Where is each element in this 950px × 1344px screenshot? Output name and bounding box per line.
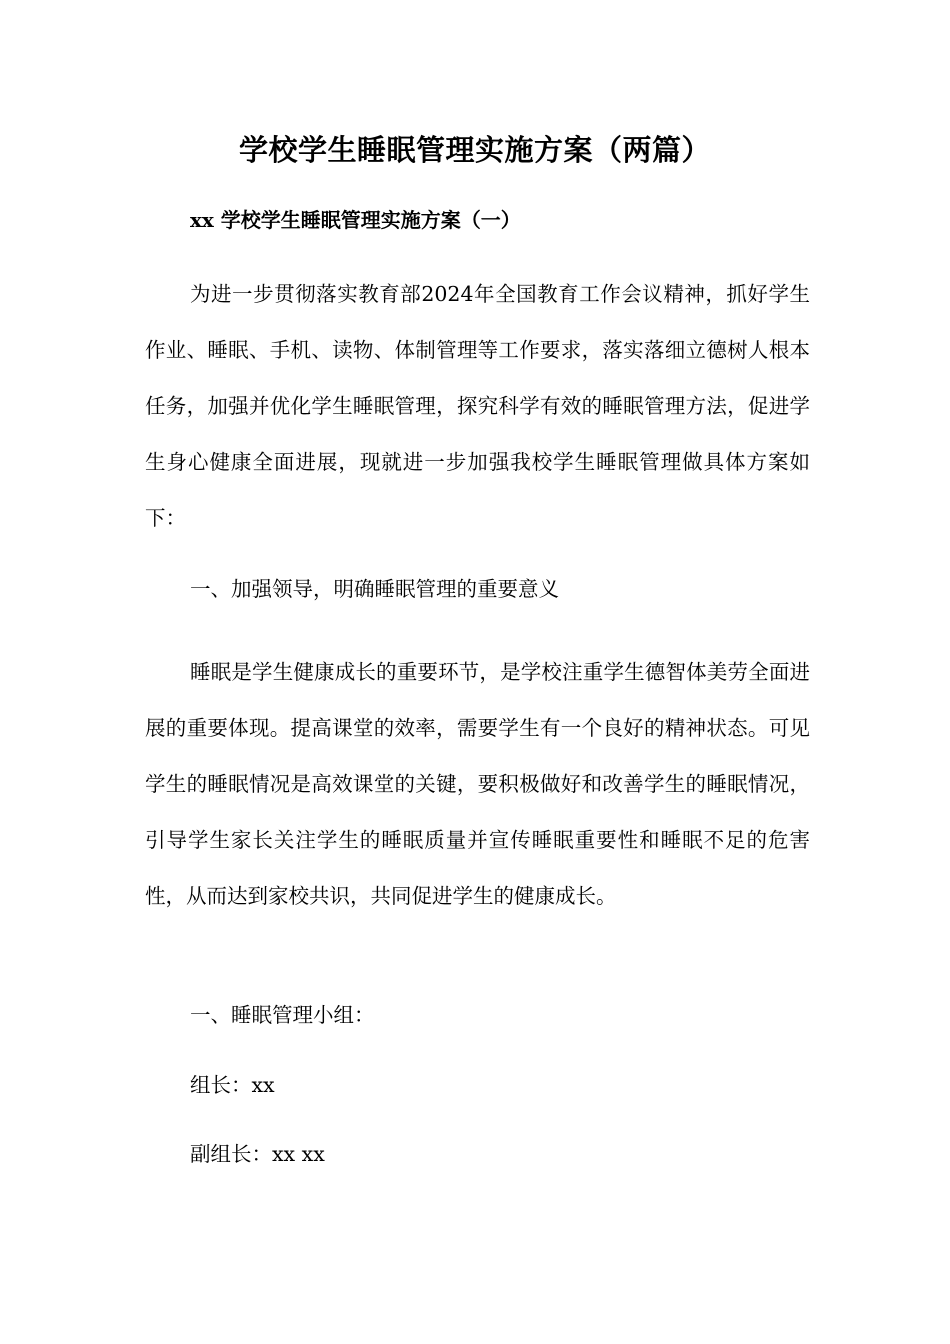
leader-line: 组长：xx [190, 1073, 275, 1097]
section1-paragraph: 睡眠是学生健康成长的重要环节，是学校注重学生德智体美劳全面进展的重要体现。提高课堂的效率，需要学生有一个良好的精神状态。可见学生的睡眠情况是高效课堂的关键，要积极做好和改善学生的睡眠情况，引导学生家长关注学生的睡眠质量并宣传睡眠重要性和睡眠不足的危害性，从而达到家校共识，共同促进学生的健康成长。 [145, 660, 810, 908]
section2-heading: 一、睡眠管理小组： [190, 1003, 375, 1027]
document-subtitle: xx 学校学生睡眠管理实施方案（一） [190, 208, 521, 232]
section1-heading: 一、加强领导，明确睡眠管理的重要意义 [190, 577, 559, 601]
document-title: 学校学生睡眠管理实施方案（两篇） [238, 133, 711, 167]
intro-paragraph: 为进一步贯彻落实教育部2024年全国教育工作会议精神，抓好学生作业、睡眠、手机、读物、体制管理等工作要求，落实落细立德树人根本任务，加强并优化学生睡眠管理，探究科学有效的睡眠管理方法，促进学生身心健康全面进展，现就进一步加强我校学生睡眠管理做具体方案如下： [145, 282, 810, 530]
deputy-leader-line: 副组长：xx xx [190, 1142, 325, 1166]
